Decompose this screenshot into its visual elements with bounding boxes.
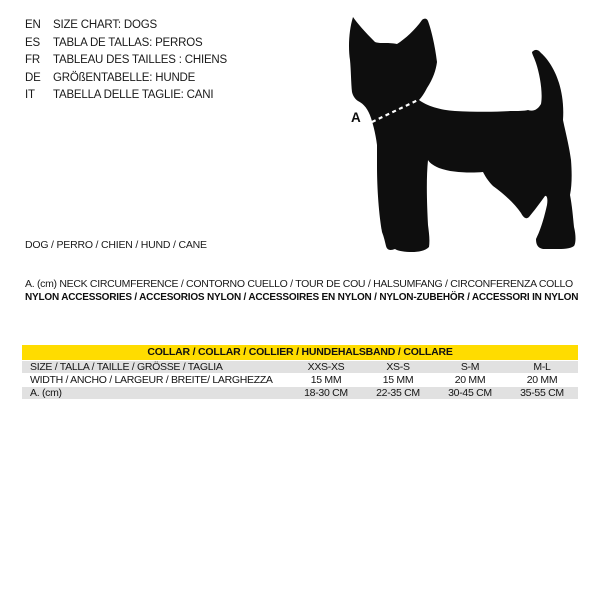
language-row-de — [25, 70, 227, 88]
language-code: FR — [25, 54, 40, 67]
width-col-3: 20 MM — [454, 374, 486, 386]
size-col-3: S-M — [460, 361, 480, 373]
language-code: EN — [25, 19, 41, 31]
language-code: DE — [25, 71, 41, 84]
row-label: WIDTH / ANCHO / LARGEUR / BREITE/ LARGHEZZA — [30, 374, 273, 386]
collar-size-table — [22, 345, 578, 400]
table-row-size — [22, 361, 578, 373]
language-title-list — [25, 17, 227, 105]
row-label: SIZE / TALLA / TAILLE / GRÖSSE / TAGLIA — [30, 361, 223, 373]
neck-col-2: 22-35 CM — [376, 387, 420, 399]
language-code: ES — [25, 36, 40, 49]
language-row-en — [25, 17, 227, 35]
neck-col-4: 35-55 CM — [520, 387, 564, 399]
width-col-4: 20 MM — [526, 374, 558, 386]
neck-circumference-note: A. (cm) NECK CIRCUMFERENCE / CONTORNO CUELLO / TOUR DE COU / HALSUMFANG / CIRCONFERENZA COLLO — [25, 278, 573, 290]
table-row-width — [22, 374, 578, 386]
language-row-es — [25, 35, 227, 53]
width-col-2: 15 MM — [382, 374, 414, 386]
neck-col-3: 30-45 CM — [448, 387, 492, 399]
size-col-4: M-L — [533, 361, 551, 373]
dog-body-shape — [349, 17, 576, 252]
animal-caption: DOG / PERRO / CHIEN / HUND / CANE — [25, 239, 207, 251]
language-title: TABLEAU DES TAILLES : CHIENS — [53, 54, 227, 67]
language-row-fr — [25, 52, 227, 70]
dog-silhouette-diagram — [300, 5, 580, 255]
table-row-neck — [22, 387, 578, 399]
neck-col-1: 18-30 CM — [304, 387, 348, 399]
language-title: GRÖßENTABELLE: HUNDE — [53, 71, 196, 84]
width-col-1: 15 MM — [310, 374, 342, 386]
measurement-label-a: A — [351, 110, 361, 125]
language-title: TABELLA DELLE TAGLIE: CANI — [53, 89, 214, 102]
row-label: A. (cm) — [30, 387, 62, 399]
language-code: IT — [25, 89, 35, 102]
dog-silhouette — [300, 5, 580, 255]
table-title: COLLAR / COLLAR / COLLIER / HUNDEHALSBAND / COLLARE — [22, 345, 578, 360]
language-title: SIZE CHART: DOGS — [53, 19, 157, 31]
language-row-it — [25, 87, 227, 105]
size-col-1: XXS-XS — [307, 361, 345, 373]
language-title: TABLA DE TALLAS: PERROS — [53, 36, 203, 49]
nylon-accessories-note: NYLON ACCESSORIES / ACCESORIOS NYLON / ACCESSOIRES EN NYLON / NYLON-ZUBEHÖR / ACCESSORI IN NYLON — [25, 292, 579, 303]
size-col-2: XS-S — [386, 361, 410, 373]
